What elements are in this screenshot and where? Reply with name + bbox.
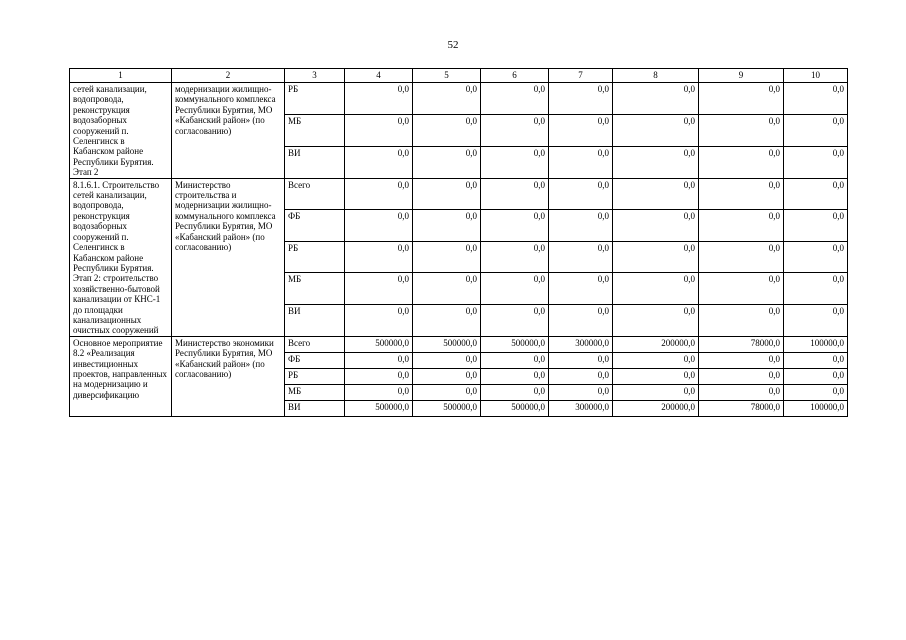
amount-cell: 0,0 [784, 368, 848, 384]
amount-cell: 0,0 [699, 210, 784, 242]
amount-cell: 0,0 [549, 273, 613, 305]
header-cell: 9 [699, 69, 784, 83]
amount-cell: 0,0 [481, 83, 549, 115]
amount-cell: 0,0 [699, 384, 784, 400]
funding-source: РБ [285, 368, 345, 384]
amount-cell: 0,0 [481, 146, 549, 178]
amount-cell: 0,0 [699, 114, 784, 146]
amount-cell: 0,0 [345, 210, 413, 242]
amount-cell: 0,0 [699, 83, 784, 115]
table-row [70, 83, 848, 115]
amount-cell: 0,0 [345, 384, 413, 400]
amount-cell: 0,0 [345, 83, 413, 115]
amount-cell: 0,0 [784, 178, 848, 210]
funding-source: РБ [285, 241, 345, 273]
amount-cell: 0,0 [413, 146, 481, 178]
amount-cell: 0,0 [699, 368, 784, 384]
funding-source: Всего [285, 178, 345, 210]
responsible-executor: Министерство экономики Республики Бурятия, МО «Кабанский район» (по согласованию) [172, 336, 285, 416]
amount-cell: 200000,0 [613, 336, 699, 352]
amount-cell: 0,0 [345, 305, 413, 337]
amount-cell: 0,0 [345, 352, 413, 368]
amount-cell: 0,0 [784, 305, 848, 337]
amount-cell: 0,0 [413, 273, 481, 305]
amount-cell: 0,0 [345, 273, 413, 305]
amount-cell: 0,0 [481, 384, 549, 400]
responsible-executor: модернизации жилищно-коммунального комплекса Республики Бурятия, МО «Кабанский район» (по согласованию) [172, 83, 285, 179]
amount-cell: 500000,0 [481, 336, 549, 352]
amount-cell: 0,0 [699, 305, 784, 337]
event-description: сетей канализации, водопровода, реконструкция водозаборных сооружений п. Селенгинск в Кабанском районе Республики Бурятия. Этап 2 [70, 83, 172, 179]
amount-cell: 0,0 [549, 384, 613, 400]
amount-cell: 0,0 [481, 241, 549, 273]
header-cell: 2 [172, 69, 285, 83]
amount-cell: 0,0 [481, 114, 549, 146]
amount-cell: 0,0 [345, 114, 413, 146]
funding-source: РБ [285, 83, 345, 115]
amount-cell: 0,0 [413, 352, 481, 368]
funding-source: ВИ [285, 146, 345, 178]
amount-cell: 0,0 [413, 305, 481, 337]
funding-source: МБ [285, 114, 345, 146]
amount-cell: 78000,0 [699, 400, 784, 416]
amount-cell: 0,0 [699, 241, 784, 273]
event-description: Основное мероприятие 8.2 «Реализация инвестиционных проектов, направленных на модернизацию и диверсификацию [70, 336, 172, 416]
funding-source: МБ [285, 273, 345, 305]
amount-cell: 0,0 [784, 241, 848, 273]
amount-cell: 0,0 [345, 241, 413, 273]
funding-source: ФБ [285, 210, 345, 242]
header-cell: 8 [613, 69, 699, 83]
amount-cell: 0,0 [549, 146, 613, 178]
amount-cell: 0,0 [613, 146, 699, 178]
header-cell: 4 [345, 69, 413, 83]
amount-cell: 0,0 [613, 273, 699, 305]
funding-source: ВИ [285, 400, 345, 416]
amount-cell: 0,0 [481, 210, 549, 242]
amount-cell: 0,0 [549, 352, 613, 368]
amount-cell: 0,0 [699, 273, 784, 305]
funding-source: ВИ [285, 305, 345, 337]
amount-cell: 0,0 [413, 384, 481, 400]
amount-cell: 0,0 [345, 178, 413, 210]
responsible-executor: Министерство строительства и модернизации жилищно-коммунального комплекса Республики Бурятия, МО «Кабанский район» (по согласованию) [172, 178, 285, 336]
amount-cell: 0,0 [613, 305, 699, 337]
amount-cell: 0,0 [413, 83, 481, 115]
amount-cell: 0,0 [345, 368, 413, 384]
page-number: 52 [447, 39, 459, 51]
amount-cell: 0,0 [549, 210, 613, 242]
amount-cell: 0,0 [549, 114, 613, 146]
budget-table [69, 68, 848, 417]
amount-cell: 0,0 [413, 368, 481, 384]
amount-cell: 0,0 [784, 114, 848, 146]
table-body [70, 83, 848, 417]
funding-source: Всего [285, 336, 345, 352]
amount-cell: 0,0 [613, 178, 699, 210]
amount-cell: 0,0 [549, 305, 613, 337]
header-cell: 10 [784, 69, 848, 83]
amount-cell: 0,0 [613, 114, 699, 146]
amount-cell: 0,0 [699, 178, 784, 210]
amount-cell: 0,0 [481, 352, 549, 368]
amount-cell: 0,0 [413, 178, 481, 210]
amount-cell: 100000,0 [784, 336, 848, 352]
amount-cell: 0,0 [613, 352, 699, 368]
amount-cell: 0,0 [613, 83, 699, 115]
funding-source: МБ [285, 384, 345, 400]
header-cell: 5 [413, 69, 481, 83]
amount-cell: 200000,0 [613, 400, 699, 416]
amount-cell: 500000,0 [413, 400, 481, 416]
amount-cell: 0,0 [613, 368, 699, 384]
amount-cell: 0,0 [699, 352, 784, 368]
amount-cell: 0,0 [613, 241, 699, 273]
amount-cell: 500000,0 [345, 400, 413, 416]
funding-source: ФБ [285, 352, 345, 368]
amount-cell: 0,0 [345, 146, 413, 178]
amount-cell: 300000,0 [549, 336, 613, 352]
amount-cell: 0,0 [481, 305, 549, 337]
header-cell: 1 [70, 69, 172, 83]
amount-cell: 500000,0 [413, 336, 481, 352]
amount-cell: 0,0 [784, 83, 848, 115]
amount-cell: 0,0 [549, 241, 613, 273]
table-row [70, 336, 848, 352]
amount-cell: 0,0 [784, 352, 848, 368]
amount-cell: 0,0 [549, 368, 613, 384]
amount-cell: 100000,0 [784, 400, 848, 416]
amount-cell: 0,0 [481, 368, 549, 384]
amount-cell: 0,0 [784, 210, 848, 242]
amount-cell: 0,0 [613, 210, 699, 242]
amount-cell: 0,0 [413, 241, 481, 273]
header-cell: 6 [481, 69, 549, 83]
amount-cell: 0,0 [784, 384, 848, 400]
amount-cell: 0,0 [413, 210, 481, 242]
header-row [70, 69, 848, 83]
amount-cell: 0,0 [481, 178, 549, 210]
amount-cell: 0,0 [549, 83, 613, 115]
amount-cell: 0,0 [549, 178, 613, 210]
amount-cell: 500000,0 [345, 336, 413, 352]
amount-cell: 0,0 [481, 273, 549, 305]
header-cell: 7 [549, 69, 613, 83]
header-cell: 3 [285, 69, 345, 83]
amount-cell: 0,0 [784, 146, 848, 178]
amount-cell: 0,0 [699, 146, 784, 178]
event-description: 8.1.6.1. Строительство сетей канализации, водопровода, реконструкция водозаборных сооружений п. Селенгинск в Кабанском районе Республики Бурятия. Этап 2: строительство хозяйственно-бытовой канализации от КНС-1 до площадки канализационных очистных сооружений [70, 178, 172, 336]
amount-cell: 0,0 [613, 384, 699, 400]
amount-cell: 0,0 [784, 273, 848, 305]
amount-cell: 78000,0 [699, 336, 784, 352]
amount-cell: 300000,0 [549, 400, 613, 416]
amount-cell: 500000,0 [481, 400, 549, 416]
amount-cell: 0,0 [413, 114, 481, 146]
table-row [70, 178, 848, 210]
